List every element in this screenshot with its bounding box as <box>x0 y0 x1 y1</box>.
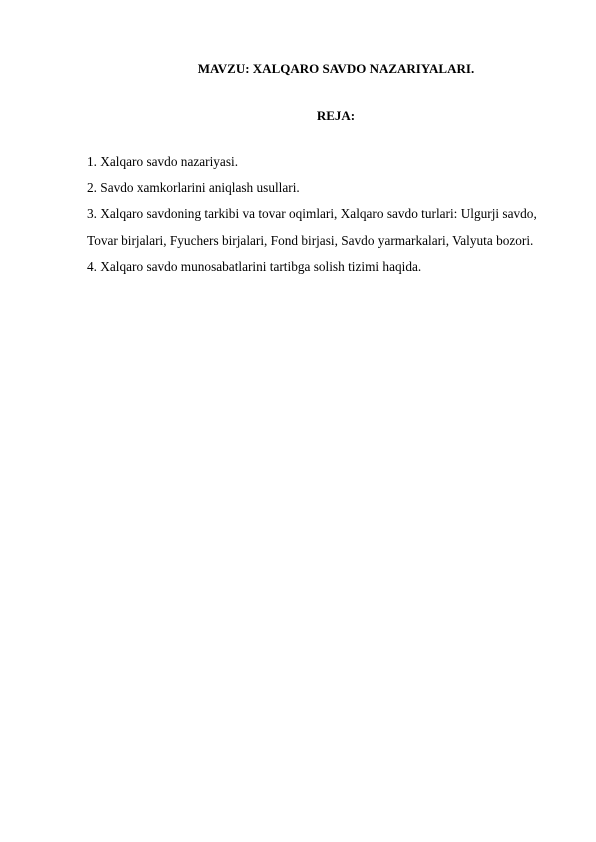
plan-list <box>87 154 557 285</box>
plan-item-3-continued: Tovar birjalari, Fyuchers birjalari, Fond birjasi, Savdo yarmarkalari, Valyuta bozori. <box>87 232 534 248</box>
plan-item-2: 2. Savdo xamkorlarini aniqlash usullari. <box>87 180 300 196</box>
page-title: MAVZU: XALQARO SAVDO NAZARIYALARI. <box>197 61 475 76</box>
plan-item-4: 4. Xalqaro savdo munosabatlarini tartibga solish tizimi haqida. <box>87 258 422 274</box>
plan-heading: REJA: <box>316 108 356 123</box>
plan-item-1: 1. Xalqaro savdo nazariyasi. <box>87 154 239 169</box>
plan-item-3: 3. Xalqaro savdoning tarkibi va tovar oqimlari, Xalqaro savdo turlari: Ulgurji savdo, <box>87 206 537 222</box>
